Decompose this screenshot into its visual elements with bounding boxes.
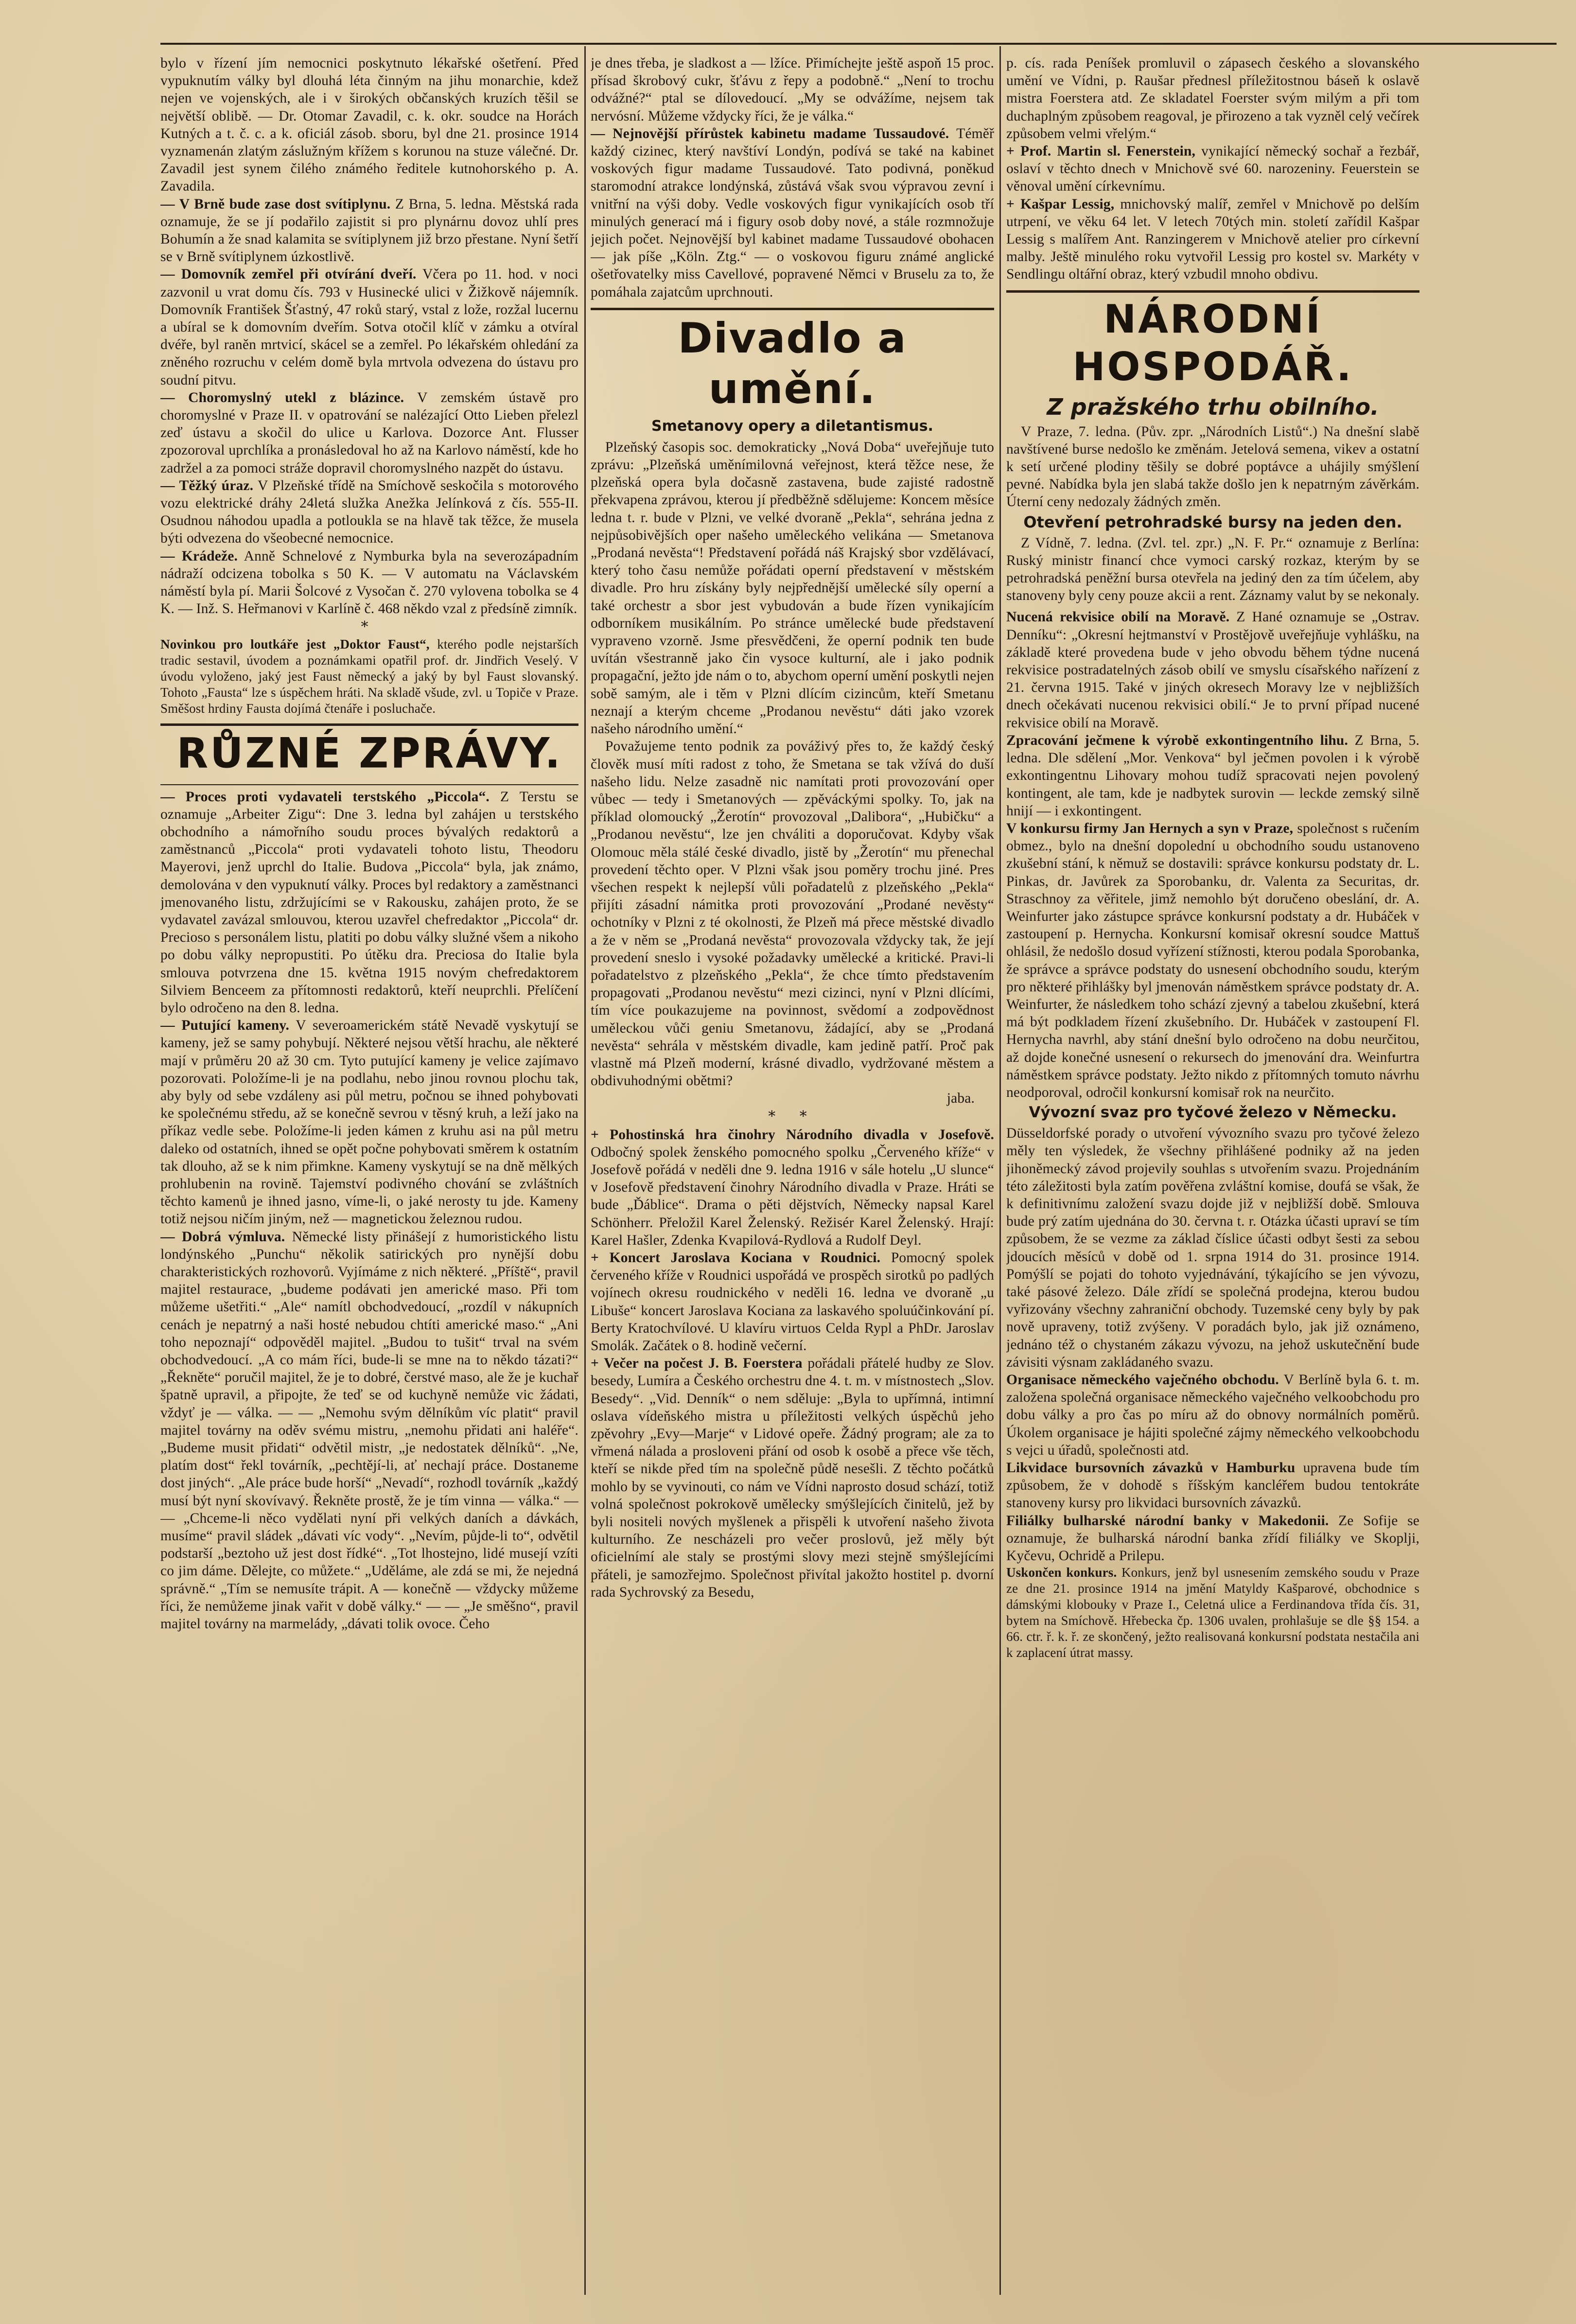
news-headline: Uskončen konkurs. (1006, 1565, 1117, 1580)
news-item-piccolo (160, 788, 578, 1017)
news-item-hernych (1006, 820, 1419, 1101)
news-headline: — Krádeže. (160, 548, 238, 564)
article-text: p. cís. rada Peníšek promluvil o zápasech českého a slovanského umění ve Vídni, p. Raušar přednesl příležitostnou báseň k oslavě mistra Foerstera atd. Ze skladatel Foerster svým milým a při tom duchaplným způsobem reagoval, je přirozeno a tak vyzněl celý večírek způsobem velmi vřelým.“ (1006, 55, 1419, 141)
section-rule (160, 784, 578, 785)
news-item-hamburg (1006, 1459, 1419, 1512)
news-item-excuse (160, 1228, 578, 1633)
article-text: Považujeme tento podnik za pováživý přes to, že každý český člověk musí míti radost z toho, že Smetana se tak vžívá do duší našeho lidu. Nelze zasadně nic namítati proti provozování oper vůbec — tedy i Smetanových — zpěváckými spolky. To, jak na příklad olomoucký „Žerotín“ provozoval „Dalibora“, „Hubičku“ a „Prodanou nevěstu“, lze jen chváliti a doporučovat. Kdyby však Olomouc měla stálé české divadlo, jistě by „Žerotín“ mu přenechal provedení těchto oper. V Plzni však jsou poměry trochu jiné. Pres všechen respekt k nejlepší vůli pořadatelů z plzeňského „Pekla“ přijíti zásadní námitka proti provozování „Prodané nevěsty“ ochotníky v Plzni z té okolnosti, že Plzeň má přece městské divadlo a že v něm se „Prodaná nevěsta“ provozovala vždycky tak, že její provedení sneslo i vysoké požadavky umělecké a kritické. Pravi-li pořadatelstvo z plzeňského „Pekla“, že chce tímto představením propagovati „Prodanou nevěstu“ mezi cizinci, nyní v Plzni dlícími, tím více poukazujeme na povinnost, svědomí a zodpovědnost uměleckou vůči geniu Smetanovu, žádající, aby se „Prodaná nevěsta“ sehrála v městském divadle, kam jedině patří. Proč pak vlastně má Plzeň moderní, krásné divadlo, vydržované městem a obdivuhodnými obětmi? (591, 739, 994, 1089)
article-continued (1006, 54, 1419, 142)
news-headline: — Putující kameny. (160, 1018, 290, 1034)
news-headline: + Koncert Jaroslava Kociana v Roudnici. (591, 1250, 881, 1266)
article-text: V Praze, 7. ledna. (Pův. zpr. „Národních Listů“.) Na dnešní slabě navštívené burse nedošlo ke změnám. Jetelová semena, vikev a ostatní k setí určené plodiny těšily se dobré poptávce a uhájily smýšlení pevné. Nabídka byla jen slabá takže došlo jen k nepatrným závěrkám. Úterní ceny nedozaly žádných změn. (1006, 423, 1419, 510)
section-rule (160, 723, 578, 726)
column-divider-2 (999, 46, 1001, 2295)
notice-text: kteréhо podle nejstarších tradic sestavil, úvodem a poznámkami opatřil prof. dr. Jindřich Veselý. V úvodu vyloženo, jaký jest Faust německý a jaký by byl Faust slovanský. Tohoto „Fausta“ lze s úspěchem hráti. Na skladě všude, zvl. u Topiče v Praze. Směšost hrdiny Fausta dojímá čtenáře i posluchače. (160, 636, 578, 716)
news-headline: V konkursu firmy Jan Hernych a syn v Praze, (1006, 820, 1294, 836)
article-title-grain-market: Z pražského trhu obilního. (1047, 393, 1379, 420)
article-smetana-p2 (591, 738, 994, 1090)
article-title-iron: Vývozní svaz pro tyčové železo v Německu. (1029, 1104, 1397, 1122)
news-headline: Organisace německého vaječného obchodu. (1006, 1372, 1279, 1388)
news-headline: Zpracování ječmene k výrobě exkontingentního lihu. (1006, 732, 1348, 748)
news-headline: — Nejnovější přírůstek kabinetu madame Tussaudové. (591, 125, 949, 141)
news-text: Konkurs, jenž byl usnesením zemského soudu v Praze ze dne 21. prosince 1914 na jmění Matyldy Kašparové, obchodnice s dámskými klobouky v Praze I., Celetná ulice a Ferdinandova třída čís. 31, bytem na Smíchově. Hřebecka čp. 1306 uvalen, prohlašuje se dle §§ 154. a 66. ctr. ř. k. ř. ze skončený, ježto realisovaná konkursní podstata nestačila ani k zaplacení útrat massy. (1006, 1565, 1419, 1660)
article-continued (591, 54, 994, 125)
article-text: Plzeňský časopis soc. demokraticky „Nová Doba“ uveřejňuje tuto zprávu: „Plzeňská uměnímilovná veřejnost, která těžce nese, že plzeňská opera byla dočasně zastavena, bude zajisté radostně překvapena zprávou, kterou jí předběžně sdělujeme: Koncem měsíce ledna t. r. bude v Plzni, ve velké dvoraně „Pekla“, sehrána jedna z nejpůsobivějších oper našeho uměleckého velikána — Smetanova „Prodaná nevěsta“! Představení pořádá náš Krajský sbor vzdělávací, který toho času nemůže pořádati operní představení v městském divadle. Pro hru získány byly nejpřednější umělecké síly operní a také orchestr a sbor jest vybudován a bude řízen vynikajícím odborníkem musikálním. Po stránce umělecké bude představení vypraveno vzorně. Jsme přesvědčeni, že operní podnik ten bude uvítán všestranně jako čin vysoce kulturní, ale i jako podnik propagační, ježto jde nám o to, abychom operní umění poskytli nejen sobě samým, ale i těm v Plzni dlícím cizincům, kteří Smetanu neznají a kterým chceme „Prodanou nevěstu“ dáti jako vzorek našeho národního umění.“ (591, 439, 994, 737)
news-text: Z Brna, 5. ledna. Městská rada oznamuje, že se jí podařilo zajistit si pro plynárnu dovoz uhlí pres Bohumín a že snad kalamita se svítiplynem již brzo přestane. Nyní šetří se v Brně svítiplynem úzkostlivě. (160, 196, 578, 265)
news-item-barley (1006, 732, 1419, 820)
news-item-eggs (1006, 1371, 1419, 1459)
notice-headline: Novinkou pro loutkáře jest „Doktor Faust“, (160, 636, 430, 651)
news-item-thefts (160, 547, 578, 618)
column-3 (1006, 54, 1419, 2295)
separator-stars: * * (768, 1108, 817, 1125)
news-headline: — Proces proti vydavateli terstského „Piccola“. (160, 789, 490, 805)
news-item-fenerstein (1006, 142, 1419, 195)
news-item-bulgaria (1006, 1512, 1419, 1565)
news-headline: Likvidace bursovních závazků v Hamburku (1006, 1460, 1296, 1476)
news-text: pořádali přátelé hudby ze Slov. besedy, Lumíra a Českého orchestru dne 4. t. m. v místnostech „Slov. Besedy“. „Vid. Denník“ o nem sděluje: „Byla to upřímná, intimní oslava vídeňského mistra u příležitosti velkých úspěchů jeho zpěvohry „Evy—Marje“ v Lidové opeře. Žádný program; ale za to vřmená nálada a prosloveni přání od osob k osobě a přece vše těch, kteří se nikde před tím na společně půdě nesešli. Z těchto počátků mohlo by se vyvinouti, co nám ve Vídni naprosto dosud schází, totiž volná společnost pokrokově umělecky smýšlejících činitelů, jež by byli nositeli nových myšlenek a přispěli k utvoření našeho života kulturního. Ze nescházeli pro večer proslovů, jež měly být oficielnímí ale staly se prostými slovy mezi stejně smýšlejícími přáteli, je samozřejmo. Společnost přivítal jakožto hostitel p. dvorní rada Sychrovský za Besedu, (591, 1356, 994, 1600)
article-title-petrograd: Otevření petrohradské bursy na jeden den. (1023, 512, 1402, 531)
news-headline: + Večer na počest J. B. Foerstera (591, 1356, 803, 1372)
news-text: Pomocný spolek červeného kříže v Roudnici uspořádá ve prospěch sirotků po padlých vojínech okresu roudnického v neděli 16. ledna ve dvoraně „u Libuše“ koncert Jaroslava Kociana za laskavého spoluúčinkování pí. Berty Kratochvílové. U klavíru virtuos Celda Rypl a PhDr. Jaroslav Smolák. Začátek o 8. hodině večerní. (591, 1250, 994, 1354)
notice-faust (160, 636, 578, 717)
news-text: Z Brna, 5. ledna. Dle sdělení „Mor. Venkova“ byl ječmen povolen i k výrobě exkontingentnu Lihovary mohou tudíž spracovati nejen povolený kontingent, ale tam, kde je nadbytek surovin — leckde zemský silně hnijí — i exkontingent. (1006, 732, 1419, 819)
article-iron (1006, 1125, 1419, 1371)
news-text: Německé listy přinášejí z humoristického listu londýnského „Punchu“ několik satirických pro nynější dobu charakteristických rozhovorů. Vyjímáme z nich některé. „Příště“, pravil majitel restaurace, „budeme podávati jen americké maso. Při tom můžeme ušetřiti.“ „Ale“ namítl obchodvedoucí, „rozdíl v nákupních cenách je nepatrný a naši hosté nebudou chtíti americké maso.“ „Ani toho nepoznají“ odpověděl majitel. „Budou to tušit“ trval na svém obchodvedoucí. „A co mám říci, bude-li se mne na to někdo tázati?“ „Řekněte“ poručil majitel, že je to dobré, čerstvé maso, ale že je kuchař špatně upravil, a připojte, že teď se od kuchyně nemůže vic žádati, vždyť je — válka. — — „Nemohu svým dělníkům víc platit“ pravil majitel továrny na oděv svému mistru, „nemohu přidati ani haléře“. „Budeme musit přidati“ odvětil mistr, „je nedostatek dělníků“. „Ne, platím dost“ řekl továrník, „pechtějí-li, ať nechají práce. Dostaneme dost jiných“. „Ale práce bude horší“ „Nevadí“, rozhodl továrník „každý musí být nyní skovívavý. Řekněte prostě, že je tím vinna — válka.“ — — „Chceme-li něco vydělati nyní při velkých daních a dávkách, musíme“ pravil sládek „dávati víc vody“. „Nevím, půjde-li to“, odvětil podstarší „beztoho už jest dost řídké“. „Tot lhostejno, lidé musejí vzíti co jim dáme. Dělejte, co můžete.“ „Uděláme, ale zdá se mi, že nejedná správně.“ „Tím se nemusíte trápit. A — konečně — vždycky můžeme říci, že nemůžeme jinak vařit v době války.“ — — „Je směšno“, pravil majitel továrny na marmelády, „dávati tolik ovoce. Čeho (160, 1229, 578, 1632)
news-text: Ze Sofije se oznamuje, že bulharská národní banka zřídí filiálky ve Skoplji, Kyčevu, Ochridě a Prilepu. (1006, 1513, 1419, 1564)
news-text: Odbočný spolek ženského pomocného spolku „Červeného kříže“ v Josefově pořádá v neděli dne 9. ledna 1916 v sále hotelu „U slunce“ v Josefově představení činohry Národního divadla v Praze. Hráti se bude „Ďáblice“. Drama o pěti dějstvích, Německy napsal Karel Schönherr. Přeložil Karel Želenský. Režisér Karel Želenský. Hrají: Karel Hašler, Zdenka Kvapilová-Rydlová a Rudolf Deyl. (591, 1144, 994, 1248)
top-rule (160, 43, 1557, 45)
section-heading-ruzne-zpravy: RŮZNÉ ZPRÁVY. (176, 728, 562, 777)
news-text: V severoamerickém státě Nevadě vyskytují se kameny, jež se samy pohybují. Některé nejsou větší hrachu, ale některé mají v průměru 20 až 30 cm. Tyto putující kameny je velice zajímavo pozorovati. Položíme-li je na podlahu, nebo jinou rovnou plochu tak, aby byly od sebe vzdáleny asi půl metru, počnou se ihned pohybovati ke společnému středu, až se konečně sevrou v těsný kruh, a leží jako na příkaz vedle sebe. Položíme-li jeden kámen z kruhu asi na půl metru daleko od ostatních, ihned se opět počne pohybovati směrem k ostatním tak dlouho, až se k nim přimkne. Kameny vyskytují se na dně mělkých prohlubenin na rovině. Tajemství podivného chování se zvláštních těchto kamenů je ihned jasno, víme-li, o jaké nerosty tu jde. Kameny totiž nejsou ničím jiným, než — magnetickou železnou rudou. (160, 1018, 578, 1227)
news-headline: — Choromyslný utekl z blázince. (160, 389, 404, 405)
news-item-kocian (591, 1249, 994, 1355)
article-text: bylo v řízení jím nemocnici poskytnuto lékařské ošetření. Před vypuknutím války byl dlouhá léta činným na jihu monarchie, kdež nejen ve vojenských, ale i v širokých občanských kruzích těšil se největší oblibě. — Dr. Otomar Zavadil, c. k. okr. soudce na Horách Kutných a t. č. c. a k. oficiál zásob. sboru, byl dne 21. prosince 1914 vyznamenán zlatým záslužným křížem s korunou na stuze válečné. Dr. Zavadil jest synem čilého známého ředitele kutnohorského p. A. Zavadila. (160, 55, 578, 194)
section-heading-narodni-hospodar: NÁRODNÍ HOSPODÁŘ. (1072, 296, 1353, 389)
news-headline: — Dobrá výmluva. (160, 1229, 285, 1245)
news-item-injury (160, 477, 578, 547)
news-text: V Berlíně byla 6. t. m. založena společná organisace německého vaječného velkoobchodu pro dobu války a pro čas po míru až do obnovy normálních poměrů. Úkolem organisace je hájiti společné zájmy německého velkoobchodu s vejci u úřadů, společnosti atd. (1006, 1372, 1419, 1458)
news-text: mnichovský malíř, zemřel v Mnichově po delším utrpení, ve věku 64 let. V letech 70tých min. století zařídil Kašpar Lessig s malířem Ant. Ranzingerem v Mnichově atelier pro církevní malby. Ještě minulého roku vytvořil Lessig pro kostel sv. Markéty v Sendlingu oltářní obraz, který vzbudil mnoho obdivu. (1006, 196, 1419, 282)
news-item-asylum (160, 389, 578, 477)
article-smetana-p1 (591, 439, 994, 738)
news-text: V Plzeňské třídě na Smíchově seskočila s motorového vozu elektrické dráhy 24letá služka Anežka Jelínková z čís. 555-II. Osudnou náhodou upadla a potloukla se na hlavě tak těžce, že musela býti odvezena do všeobecné nemocnice. (160, 477, 578, 546)
news-item-tussaud (591, 125, 994, 301)
news-text: společnost s ručením obmez., bylo na dnešní dopolední u obchodního soudu ustanoveno zkušební stání, k němuž se dostavili: správce konkursu podstaty dr. L. Pinkas, dr. Javůrek za Sporobanku, dr. Valenta za Securitas, dr. Straschnoy za věřitele, jimž nemohlo být doručeno obeslání, dr. A. Weinfurter jako zástupce správce konkursní podstaty a dr. Hubáček v zastoupení p. Hernycha. Konkursní komisař okresní soudce Mattuš ohlásil, že nedošlo dosud vyřízení stížnosti, kterou podala Sporobanka, že správce a správce podstaty do usnesení obchodního soudu, kterým pro některé přihlášky byl jmenován náměstkem správce podstaty dr. A. Weinfurter, že následkem toho schází zjevný a tabelou zkušební, která má být podkladem řízení zkušebního. Dr. Hubáček v zastoupení Fl. Hernycha navrhl, aby stání dnešní bylo odročeno na dobu neurčitou, až dojde konečné usnesení o rekursech do jmenování dra. Weinfurtra náměstkem správce podstaty. Ježto nikdo z přítomných tomuto návrhu neodporoval, odročil konkursní komisař rok na neurčito. (1006, 820, 1419, 1100)
news-item-bankruptcy (1006, 1565, 1419, 1661)
news-headline: Filiálky bulharské národní banky v Makedonii. (1006, 1513, 1329, 1529)
section-rule (591, 308, 994, 310)
news-headline: — Domovník zemřel při otvírání dveří. (160, 266, 417, 282)
article-grain-market (1006, 423, 1419, 511)
section-heading-divadlo: Divadlo a umění. (678, 314, 907, 413)
article-petrograd (1006, 534, 1419, 605)
news-item-brno-gas (160, 195, 578, 266)
news-text: Anně Schnelové z Nymburka byla na severozápadním nádraží odcizena tobolka s 50 K. — V automatu na Václavském náměstí byla pí. Marii Šolcové z Vysočan č. 270 vylovena tobolka se 4 K. — Inž. S. Heřmanovi v Karlíně č. 468 někdo vzal z předsíně zimník. (160, 548, 578, 617)
column-divider-1 (584, 46, 586, 2295)
news-item-requisition (1006, 608, 1419, 731)
news-headline: — V Brně bude zase dost svítiplynu. (160, 196, 391, 212)
news-item-stones (160, 1017, 578, 1228)
news-text: V zemském ústavě pro choromyslné v Praze II. v opatrování se nalézající Otto Lieben přelezl zeď ústavu a skočil do ulice u Karlova. Dozorce Ant. Flusser zpozoroval uprchlíka a pronásledoval ho až na Karlovo náměstí, kde ho zadržel a za pomoci stráže dopravil choromyslného nazpět do ústavu. (160, 389, 578, 476)
article-text: je dnes třeba, je sladkost a — lžíce. Přimícheјte ještě aspoň 15 proc. přísad škrobový cukr, šťávu z řepy a podobně.“ „Není to trochu odvážné?“ ptal se dílovedoucí. „My se odvážíme, nejsem tak nervósní. Můžeme vždycky říci, že je válka.“ (591, 55, 994, 124)
news-headline: + Pohostinská hra činohry Národního divadla v Josefově. (591, 1127, 994, 1143)
column-2 (591, 54, 994, 2295)
news-text: vynikající německý sochař a řezbář, oslaví v těchto dnech v Mnichově své 60. narozeniny. Feuerstein se věnoval umění církevnímu. (1006, 143, 1419, 194)
article-text: Düsseldorfské porady o utvoření vývozního svazu pro tyčové železo měly ten výsledek, že všechny přihlášené podniky až na jeden jihoněmecký závod projevily souhlas s utvořením svazu. Projednáním této záležitosti byla zatím pověřena zvláštní komise, doufá se však, že k definitivnímu založení svazu dojde již v nejbližší době. Smlouva bude prý zatím ujednána do 30. června t. r. Otázka účasti upraví se tím způsobem, že se vezme za základ číslice účasti odbyt šesti za sebou jdoucích měsíců v době od 1. srpna 1914 do 31. prosince 1914. Pomýšlí se pojati do tohoto vyjednávání, týkajícího se jen vývozu, také pásové železo. Dále zřídí se společná prodejna, kterou budou vyřizovány všechny zahraniční obchody. Tuzemské ceny byly by pak nově upraveny, totiž zvýšeny. V poradách bylo, jak již oznámeno, jednáno též o chystaném zákazu vývozu, na jehož uskutečnění bude závisiti výsnam zakládaného svazu. (1006, 1126, 1419, 1370)
news-headline: — Těžký úraz. (160, 477, 254, 493)
news-text: Téměř každý cizinec, který navštíví Londýn, podívá se také na kabinet voskových figur madame Tussaudové. Tato podivná, poněkud staromodní atrakce londýnská, zůstává však svou výpravou zevní i vnitřní na výši doby. Vedle voskových figur vynikajících osob tří minulých generací má i figury osob doby nové, a stále rozmnožuje jejich počet. Nejnovější byl kabinet madame Tussaudové obohacen — jak píše „Köln. Ztg.“ — o voskovou figuru známé anglické ošetřovatelky miss Cavellové, popravené Němci v Bruselu za to, že pomáhala zajatcům uprchnouti. (591, 125, 994, 300)
news-text: Včera po 11. hod. v noci zazvonil u vrat domu čís. 793 v Husinecké ulici v Žižkově nájemník. Domovník František Šťastný, 47 roků starý, vstal z lože, rozžal lucernu a ubíral se k domovním dveřím. Sotva otočil klíč v zámku a otvíral dvéře, byl raněn mrtvicí, skácel se a zemřel. Po lékařském ohledání za zněného rozruchu v celém domě byla mrtvola odvezena do ústavu pro soudní pitvu. (160, 266, 578, 388)
news-headline: + Prof. Martin sl. Fenerstein, (1006, 143, 1196, 159)
article-continued (160, 54, 578, 195)
news-text: Z Terstu se oznamuje „Arbeiter Zigu“: Dne 3. ledna byl zahájen u terstského obchodního a námořního soudu proces bývalých redaktorů a zaměstnanců „Piccola“ proti vydavateli tohoto listu, Theodoru Mayerovi, jenž uprchl do Italie. Budova „Piccola“ byla, jak známo, demolována v den vypuknutí války. Proces byl redaktory a zaměstnanci jmenovaného listu, zdržujícími se v Rakousku, zahájen proto, že se vydavatel zavázal smlouvou, kterou uzavřel chefredaktor „Piccola“ dr. Precioso s personálem listu, platiti po dobu války služné všem a nikoho po dobu války nepropustiti. Po útěku dra. Preciosa do Italie byla smlouva potvrzena dne 15. května 1915 novým chefredaktorem Silviem Benceem za přítomnosti redaktorů, kteří neuprchli. Přelíčení bylo odročeno na den 8. ledna. (160, 789, 578, 1016)
section-rule (1006, 290, 1419, 293)
news-text: upravena bude tím způsobem, že v dohodě s říšským kancléřem budou tentokráte stanoveny kursy pro likvidaci bursovních závazků. (1006, 1460, 1419, 1511)
news-headline: + Kašpar Lessig, (1006, 196, 1115, 212)
column-1 (160, 54, 578, 2295)
article-title-smetana: Smetanovy opery a diletantismus. (651, 417, 933, 435)
separator-stars: * (361, 618, 378, 635)
news-item-lessig (1006, 195, 1419, 283)
news-text: Z Hané oznamuje se „Ostrav. Denníku“: „Okresní hejtmanství v Prostějově uveřejňuje vyhlášku, na základě které provedena bude v jeho obvodu během týdne nucená rekvisice postradatelných zásob obilí ve smyslu císařského nařízení z 21. června 1915. Také v jiných okresech Moravy lze v nejbližších dnech očekávati nucenou rekvisici obilí.“ Je to první případ nucené rekvisice obilí na Moravě. (1006, 609, 1419, 731)
news-headline: Nucená rekvisice obilí na Moravě. (1006, 609, 1230, 625)
signature: jaba. (946, 1091, 975, 1107)
article-text: Z Vídně, 7. ledna. (Zvl. tel. zpr.) „N. F. Pr.“ oznamuje z Berlína: Ruský ministr financí chce vymoci carský rozkaz, kterým by se petrohradská peněžní bursa otevřela na jediný den za tím účelem, aby stanoveny byly ceny pouze akcii a rent. Záznamy valut by se nekonaly. (1006, 535, 1419, 604)
news-item-josefov (591, 1126, 994, 1249)
news-item-caretaker (160, 265, 578, 388)
news-item-foerster (591, 1355, 994, 1601)
